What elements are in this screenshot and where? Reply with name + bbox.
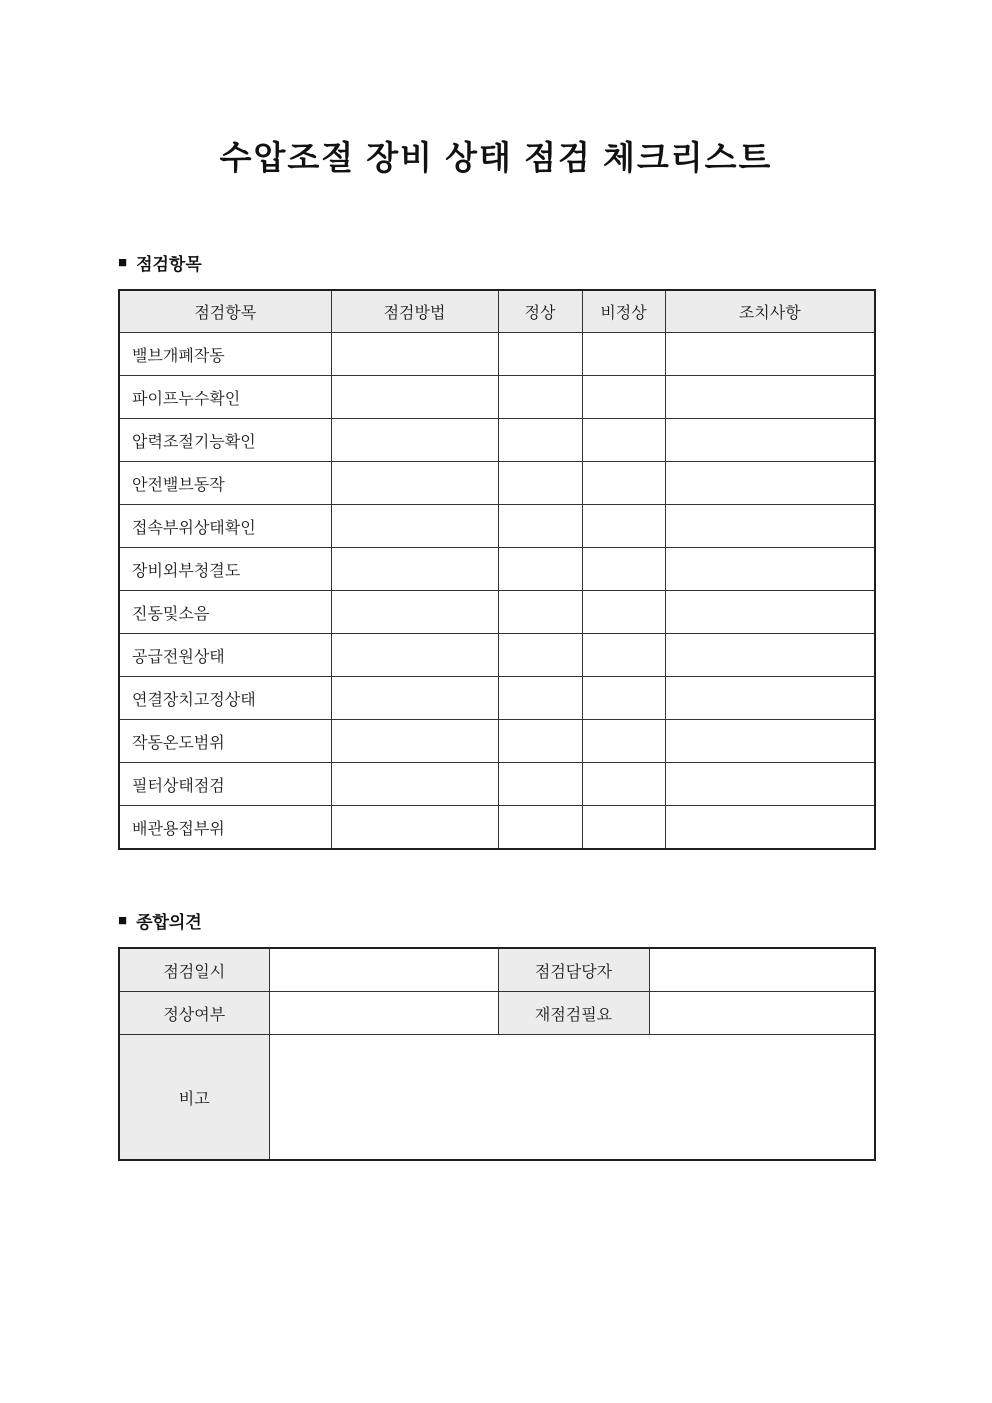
checklist-row: [119, 763, 875, 806]
normal-cell: [498, 505, 582, 548]
action-cell: [665, 419, 875, 462]
checklist-row: [119, 505, 875, 548]
method-cell: [331, 634, 498, 677]
remarks-value-cell: [269, 1035, 875, 1161]
method-cell: [331, 806, 498, 850]
abnormal-cell: [582, 505, 665, 548]
summary-remarks-row: [119, 1035, 875, 1161]
method-cell: [331, 333, 498, 376]
check-item-label: 접속부위상태확인: [119, 505, 331, 548]
section-bullet-icon: ■: [118, 912, 128, 929]
summary-table: [118, 947, 876, 1161]
checklist-table: [118, 289, 876, 850]
normal-cell: [498, 720, 582, 763]
abnormal-cell: [582, 376, 665, 419]
method-cell: [331, 763, 498, 806]
check-item-label: 압력조절기능확인: [119, 419, 331, 462]
method-cell: [331, 376, 498, 419]
normal-cell: [498, 462, 582, 505]
column-header-method: 점검방법: [331, 290, 498, 333]
action-cell: [665, 677, 875, 720]
abnormal-cell: [582, 806, 665, 850]
check-item-label: 연결장치고정상태: [119, 677, 331, 720]
normal-status-label: 정상여부: [119, 992, 269, 1035]
checklist-row: [119, 462, 875, 505]
action-cell: [665, 333, 875, 376]
recheck-needed-value-cell: [649, 992, 875, 1035]
check-item-label: 진동및소음: [119, 591, 331, 634]
summary-row: [119, 948, 875, 992]
remarks-label: 비고: [119, 1035, 269, 1161]
method-cell: [331, 677, 498, 720]
column-header-normal: 정상: [498, 290, 582, 333]
inspection-date-label: 점검일시: [119, 948, 269, 992]
method-cell: [331, 548, 498, 591]
method-cell: [331, 720, 498, 763]
column-header-abnormal: 비정상: [582, 290, 665, 333]
action-cell: [665, 720, 875, 763]
method-cell: [331, 505, 498, 548]
check-item-label: 밸브개폐작동: [119, 333, 331, 376]
action-cell: [665, 505, 875, 548]
column-header-item: 점검항목: [119, 290, 331, 333]
checklist-row: [119, 419, 875, 462]
check-item-label: 파이프누수확인: [119, 376, 331, 419]
check-item-label: 작동온도범위: [119, 720, 331, 763]
checklist-row: [119, 720, 875, 763]
normal-cell: [498, 548, 582, 591]
abnormal-cell: [582, 333, 665, 376]
check-item-label: 장비외부청결도: [119, 548, 331, 591]
checklist-row: [119, 376, 875, 419]
section-heading-checklist-label: 점검항목: [136, 255, 202, 274]
action-cell: [665, 591, 875, 634]
normal-cell: [498, 677, 582, 720]
action-cell: [665, 634, 875, 677]
checklist-row: [119, 548, 875, 591]
check-item-label: 필터상태점검: [119, 763, 331, 806]
checklist-row: [119, 677, 875, 720]
action-cell: [665, 806, 875, 850]
normal-cell: [498, 763, 582, 806]
checklist-row: [119, 591, 875, 634]
method-cell: [331, 419, 498, 462]
inspector-label: 점검담당자: [498, 948, 649, 992]
checklist-row: [119, 806, 875, 850]
section-heading-summary-label: 종합의견: [136, 913, 202, 932]
checklist-row: [119, 333, 875, 376]
normal-cell: [498, 419, 582, 462]
normal-cell: [498, 333, 582, 376]
normal-cell: [498, 806, 582, 850]
abnormal-cell: [582, 677, 665, 720]
abnormal-cell: [582, 591, 665, 634]
inspection-date-value-cell: [269, 948, 498, 992]
abnormal-cell: [582, 763, 665, 806]
abnormal-cell: [582, 720, 665, 763]
abnormal-cell: [582, 419, 665, 462]
normal-cell: [498, 591, 582, 634]
action-cell: [665, 376, 875, 419]
abnormal-cell: [582, 548, 665, 591]
recheck-needed-label: 재점검필요: [498, 992, 649, 1035]
section-heading-summary: [118, 908, 202, 933]
check-item-label: 배관용접부위: [119, 806, 331, 850]
action-cell: [665, 548, 875, 591]
check-item-label: 공급전원상태: [119, 634, 331, 677]
section-heading-checklist: [118, 250, 202, 275]
check-item-label: 안전밸브동작: [119, 462, 331, 505]
checklist-header-row: [119, 290, 875, 333]
summary-row: [119, 992, 875, 1035]
column-header-action: 조치사항: [665, 290, 875, 333]
section-bullet-icon: ■: [118, 254, 128, 271]
inspector-value-cell: [649, 948, 875, 992]
abnormal-cell: [582, 462, 665, 505]
action-cell: [665, 462, 875, 505]
normal-cell: [498, 376, 582, 419]
method-cell: [331, 591, 498, 634]
method-cell: [331, 462, 498, 505]
action-cell: [665, 763, 875, 806]
document-title: 수압조절 장비 상태 점검 체크리스트: [219, 139, 773, 176]
abnormal-cell: [582, 634, 665, 677]
normal-cell: [498, 634, 582, 677]
normal-status-value-cell: [269, 992, 498, 1035]
checklist-row: [119, 634, 875, 677]
